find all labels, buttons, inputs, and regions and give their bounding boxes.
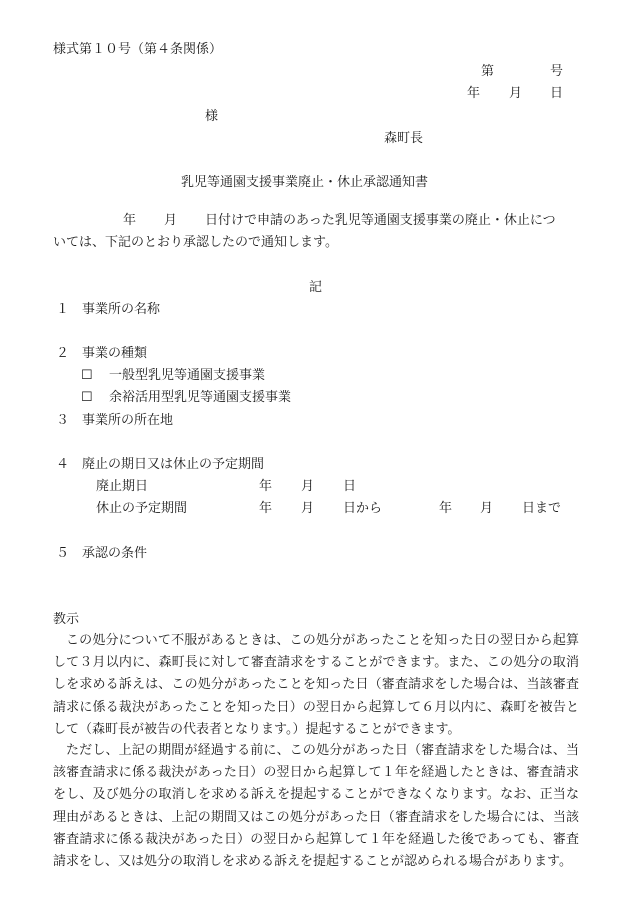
suspension-until-month-label: 月 [480,501,494,516]
date-day-label: 日 [550,86,564,101]
suspension-from-year-label: 年 [259,501,273,516]
addressee-suffix: 様 [205,109,219,124]
item3-label: 事業所の所在地 [82,413,174,428]
instruction-paragraph-1: この処分について不服があるときは、この処分があったことを知った日の翌日から起算して３月以内に、森町長に対して審査請求をすることができます。また、この処分の取消しを求める訴えは、この処分があったことを知った日（審査請求をした場合は、当該審査請求に係る裁決があったことを知った日）の翌日から起算して６月以内に、森町を被告として（森町長が被告の代表者となります。）提起することができます。 [53,633,579,737]
instruction-paragraph-2: ただし、上記の期間が経過する前に、この処分があった日（審査請求をした場合は、当該審査請求に係る裁決があった日）の翌日から起算して１年を経過したときは、審査請求をし、及び処分の取消しを求める訴えを提起することができなくなります。なお、正当な理由があるときは、上記の期間又はこの処分があった日（審査請求をした場合には、当該審査請求に係る裁決があった日）の翌日から起算して１年を経過した後であっても、審査請求をし、又は処分の取消しを求める訴えを提起することが認められる場合があります。 [53,743,579,870]
date-month-label: 月 [509,86,523,101]
suspension-period-label: 休止の予定期間 [96,501,188,516]
issue-number-suffix: 号 [550,64,564,79]
item5-number: ５ [56,546,70,561]
option-surplus-type: 余裕活用型乳児等通園支援事業 [109,390,292,405]
abolition-date-label: 廃止期日 [96,479,149,494]
option-general-type: 一般型乳児等通園支援事業 [109,368,266,383]
suspension-until-day-label: 日まで [522,501,562,516]
abolition-year-label: 年 [259,479,273,494]
date-year-label: 年 [467,86,481,101]
form-number: 様式第１０号（第４条関係） [53,42,223,57]
item5-label: 承認の条件 [82,546,148,561]
issuer-name: 森町長 [384,131,424,146]
ki-heading: 記 [309,280,323,295]
item1-label: 事業所の名称 [82,302,161,317]
checkbox-icon: ☐ [81,390,93,405]
intro-text-line1: 日付けで申請のあった乳児等通園支援事業の廃止・休止につ [205,213,556,228]
item2-number: ２ [56,346,70,361]
suspension-from-day-label: 日から [343,501,383,516]
item2-label: 事業の種類 [82,346,148,361]
item3-number: ３ [56,413,70,428]
abolition-day-label: 日 [343,479,357,494]
instruction-heading: 教示 [53,612,80,627]
abolition-month-label: 月 [301,479,315,494]
document-title: 乳児等通園支援事業廃止・休止承認通知書 [181,175,429,190]
intro-month-label: 月 [164,213,178,228]
checkbox-icon: ☐ [81,368,93,383]
suspension-until-year-label: 年 [439,501,453,516]
suspension-from-month-label: 月 [301,501,315,516]
intro-year-label: 年 [123,213,137,228]
intro-text-line2: いては、下記のとおり承認したので通知します。 [53,235,338,250]
item4-number: ４ [56,457,70,472]
issue-number-prefix: 第 [481,64,495,79]
item4-label: 廃止の期日又は休止の予定期間 [82,457,265,472]
item1-number: １ [56,302,70,317]
